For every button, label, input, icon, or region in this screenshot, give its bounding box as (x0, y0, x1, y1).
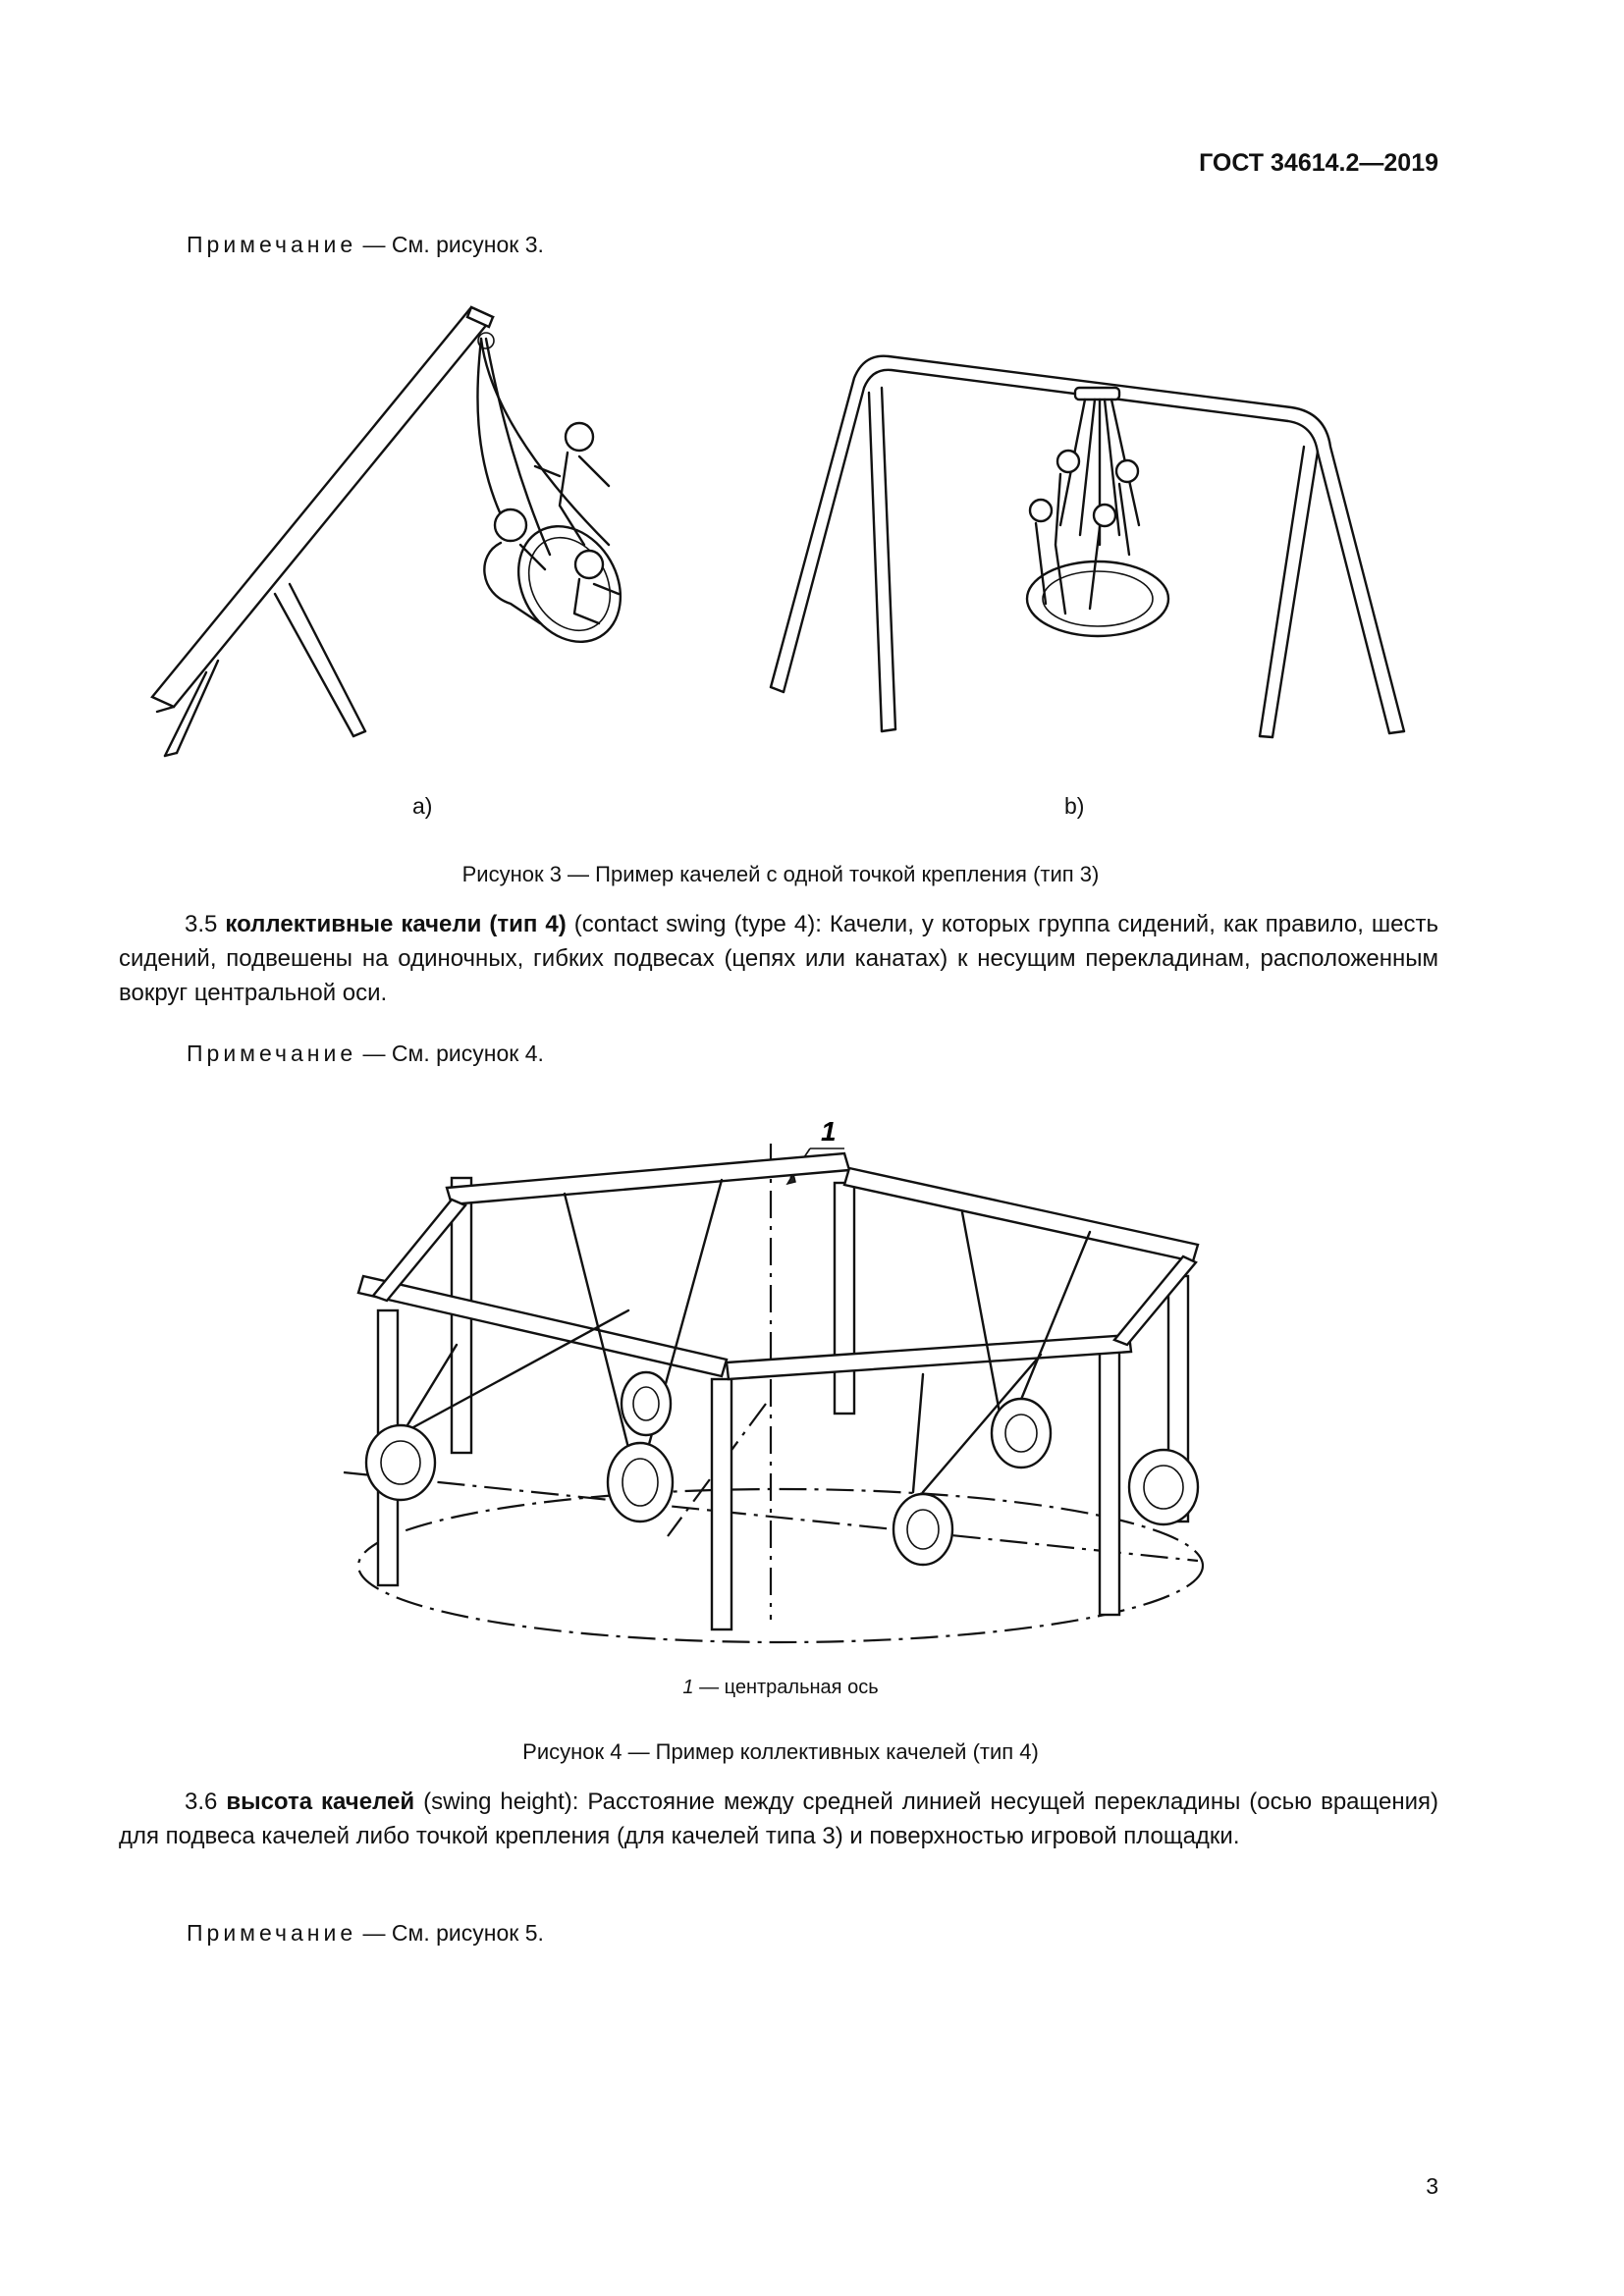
figure-3-caption: Рисунок 3 — Пример качелей с одной точкой крепления (тип 3) (461, 862, 1100, 886)
section-text: (swing height): Расстояние между средней линией несущей перекладины (осью вращения) для подвеса качелей либо точкой крепления (для качелей типа 3) и поверхностью игровой площадки. (119, 1789, 1438, 1849)
legend-text: — центральная ось (699, 1677, 879, 1698)
note-text: — См. рисунок 4. (362, 1041, 544, 1066)
figure-3a-illustration (147, 299, 697, 761)
section-number: 3.6 (185, 1789, 218, 1815)
section-number: 3.5 (185, 911, 218, 937)
section-3-5 (119, 907, 1438, 1010)
axis-callout: 1 (821, 1116, 837, 1147)
page-number: 3 (1426, 2173, 1438, 2199)
section-term: высота качелей (226, 1789, 415, 1815)
section-3-6 (119, 1785, 1438, 1853)
figure-4-caption: Рисунок 4 — Пример коллективных качелей (тип 4) (522, 1739, 1039, 1764)
document-code: ГОСТ 34614.2—2019 (1199, 149, 1438, 177)
figure-4-legend (0, 1677, 1561, 1699)
note-figure-4 (187, 1041, 544, 1067)
note-figure-5 (187, 1920, 544, 1947)
legend-number: 1 (682, 1677, 694, 1698)
figure-4-illustration (334, 1099, 1218, 1649)
note-prefix: Примечание (187, 232, 357, 257)
note-text: — См. рисунок 3. (362, 232, 544, 257)
note-figure-3 (187, 232, 544, 258)
figure-3a-label: a) (412, 793, 433, 819)
figure-3b-label: b) (1064, 793, 1085, 819)
note-text: — См. рисунок 5. (362, 1920, 544, 1946)
note-prefix: Примечание (187, 1920, 357, 1946)
section-text: (contact swing (type 4): Качели, у которых группа сидений, как правило, шесть сидений, подвешены на одиночных, гибких подвесах (цепях или канатах) к несущим перекладинам, расположенным вокруг центральной оси. (119, 911, 1439, 1006)
figure-3b-illustration (766, 348, 1414, 741)
section-term: коллективные качели (тип 4) (225, 911, 567, 937)
note-prefix: Примечание (187, 1041, 357, 1066)
